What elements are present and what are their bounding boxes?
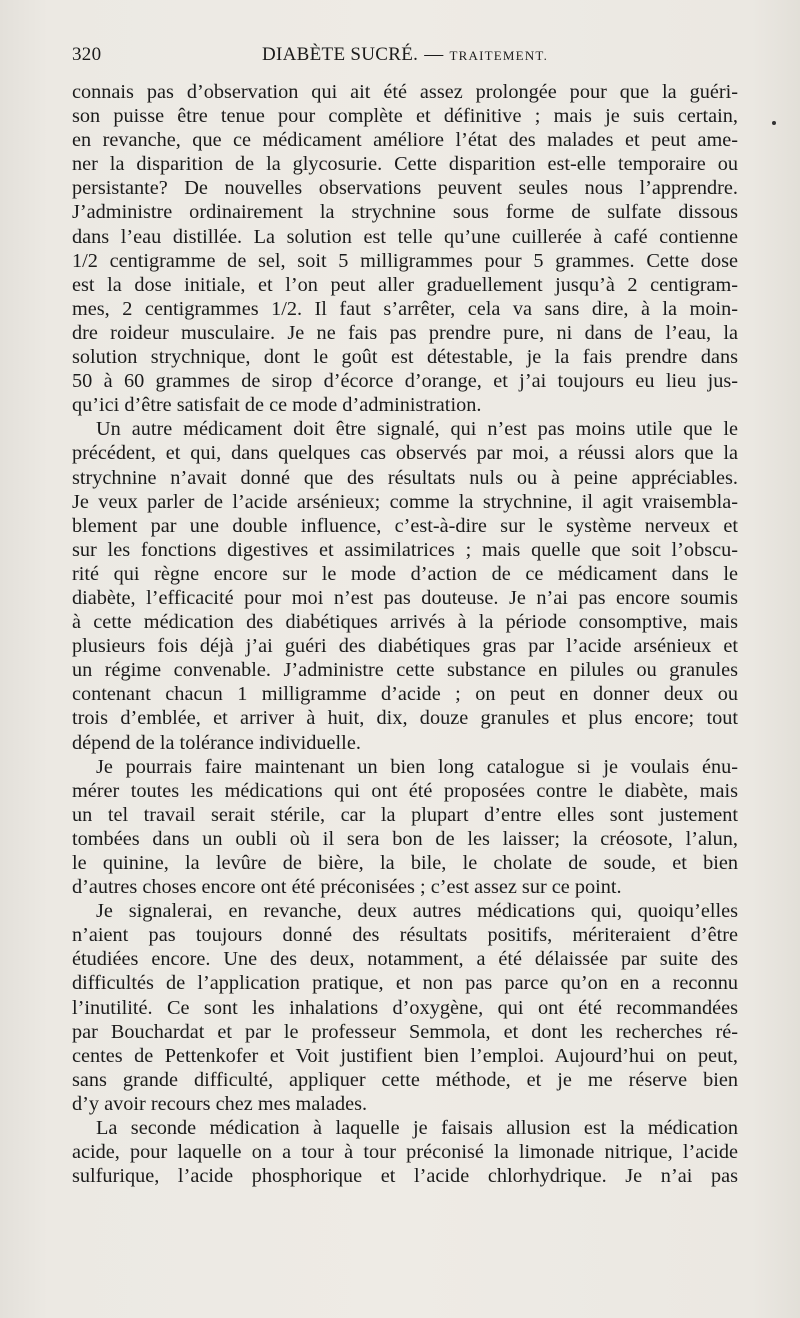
text-line: sur les fonctions digestives et assimilatrices ; mais quelle que soit l’obscu-	[72, 538, 738, 561]
text-line: un tel travail serait stérile, car la plupart d’entre elles sont justement	[72, 803, 738, 826]
text-line: l’inutilité. Ce sont les inhalations d’oxygène, qui ont été recommandées	[72, 996, 738, 1019]
text-line: contenant chacun 1 milligramme d’acide ; on peut en donner deux ou	[72, 683, 738, 706]
text-line: étudiées encore. Une des deux, notamment, a été délaissée par suite des	[72, 948, 738, 971]
text-line: un régime convenable. J’administre cette substance en pilules ou granules	[72, 659, 738, 682]
running-title-section: TRAITEMENT.	[449, 48, 549, 63]
text-line: trois d’emblée, et arriver à huit, dix, douze granules et plus encore; tout	[72, 707, 738, 730]
text-line: difficultés de l’application pratique, et non pas parce qu’on en a reconnu	[72, 972, 738, 995]
text-line: son puisse être tenue pour complète et définitive ; mais je suis certain,	[72, 105, 738, 128]
text-line: solution strychnique, dont le goût est détestable, je la fais prendre dans	[72, 346, 738, 369]
running-title-main: DIABÈTE SUCRÉ.	[262, 44, 419, 65]
text-line: d’y avoir recours chez mes malades.	[72, 1092, 368, 1115]
text-line: dépend de la tolérance individuelle.	[72, 731, 361, 754]
text-line: 1/2 centigramme de sel, soit 5 milligrammes pour 5 grammes. Cette dose	[72, 249, 738, 272]
text-line: diabète, l’efficacité pour moi n’est pas douteuse. Je n’ai pas encore soumis	[72, 586, 738, 609]
text-line: tombées dans un oubli où il sera bon de les laisser; la créosote, l’alun,	[72, 827, 738, 850]
text-line: par Bouchardat et par le professeur Semmola, et dont les recherches ré-	[72, 1020, 738, 1043]
running-title-dash: —	[424, 44, 444, 65]
page-header	[72, 44, 738, 76]
running-title	[262, 44, 548, 66]
text-line: connais pas d’observation qui ait été assez prolongée pour que la guéri-	[72, 81, 738, 103]
text-line: qu’ici d’être satisfait de ce mode d’administration.	[72, 394, 482, 417]
text-line: mes, 2 centigrammes 1/2. Il faut s’arrêter, cela va sans dire, à la moin-	[72, 297, 738, 320]
text-line: n’aient pas toujours donné des résultats positifs, mériteraient d’être	[72, 924, 738, 947]
text-line: sans grande difficulté, appliquer cette méthode, et je me réserve bien	[72, 1068, 738, 1091]
text-line: plusieurs fois déjà j’ai guéri des diabétiques gras par l’acide arsénieux et	[72, 635, 738, 658]
text-line: centes de Pettenkofer et Voit justifient bien l’emploi. Aujourd’hui on peut,	[72, 1044, 738, 1067]
text-line: 50 à 60 grammes de sirop d’écorce d’orange, et j’ai toujours eu lieu jus-	[72, 370, 738, 393]
text-line: acide, pour laquelle on a tour à tour préconisé la limonade nitrique, l’acide	[72, 1141, 738, 1164]
paragraph-first-line: Un autre médicament doit être signalé, qui n’est pas moins utile que le	[96, 418, 738, 441]
text-line: est la dose initiale, et l’on peut aller graduellement jusqu’à 2 centigram-	[72, 273, 738, 296]
body-text	[72, 80, 738, 1188]
text-line: persistante? De nouvelles observations peuvent seules nous l’apprendre.	[72, 177, 738, 200]
text-line: Je veux parler de l’acide arsénieux; comme la strychnine, il agit vraisembla-	[72, 490, 738, 513]
text-line: blement par une double influence, c’est-à-dire sur le système nerveux et	[72, 514, 738, 537]
margin-speck	[772, 121, 776, 125]
paragraph-first-line: Je pourrais faire maintenant un bien long catalogue si je voulais énu-	[96, 755, 738, 778]
page-number: 320	[72, 44, 102, 65]
text-line: le quinine, la levûre de bière, la bile, le cholate de soude, et bien	[72, 852, 738, 874]
text-line: précédent, et qui, dans quelques cas observés par moi, a réussi alors que la	[72, 442, 738, 465]
paragraph-first-line: Je signalerai, en revanche, deux autres médications qui, quoiqu’elles	[96, 900, 738, 923]
text-line: sulfurique, l’acide phosphorique et l’acide chlorhydrique. Je n’ai pas	[72, 1165, 738, 1188]
text-line: dans l’eau distillée. La solution est telle qu’une cuillerée à café contienne	[72, 225, 738, 248]
text-line: d’autres choses encore ont été préconisées ; c’est assez sur ce point.	[72, 876, 622, 899]
text-line: dre roideur musculaire. Je ne fais pas prendre pure, ni dans de l’eau, la	[72, 321, 738, 344]
paragraph-first-line: La seconde médication à laquelle je faisais allusion est la médication	[96, 1117, 738, 1140]
text-line: J’administre ordinairement la strychnine sous forme de sulfate dissous	[72, 201, 738, 224]
text-line: en revanche, que ce médicament améliore l’état des malades et peut ame-	[72, 129, 738, 152]
text-line: rité qui règne encore sur le mode d’action de ce médicament dans le	[72, 562, 738, 585]
text-line: strychnine n’avait donné que des résultats nuls ou à peine appréciables.	[72, 466, 738, 489]
text-line: ner la disparition de la glycosurie. Cette disparition est-elle temporaire ou	[72, 153, 738, 176]
text-line: à cette médication des diabétiques arrivés à la période consomptive, mais	[72, 611, 738, 634]
text-line: mérer toutes les médications qui ont été proposées contre le diabète, mais	[72, 779, 738, 802]
